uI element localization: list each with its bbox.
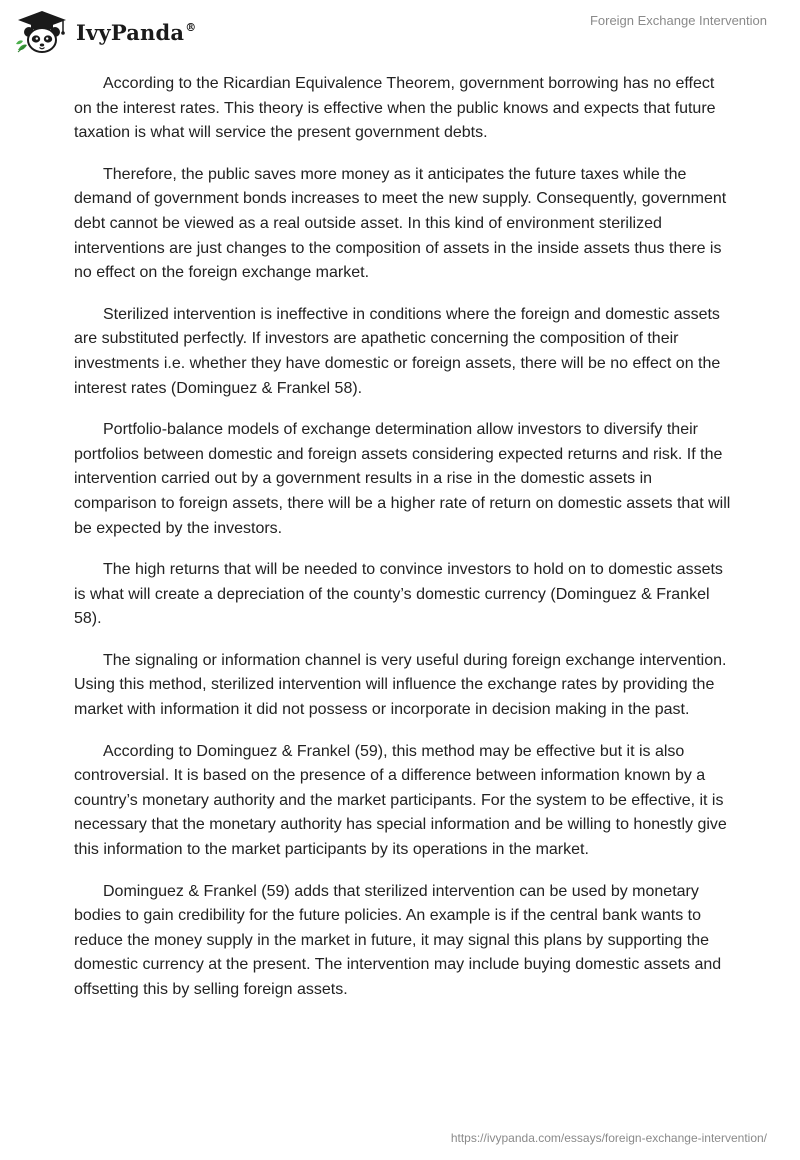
ivypanda-logo[interactable] — [14, 10, 196, 54]
brand-name: IvyPanda® — [76, 19, 197, 45]
paragraph: According to the Ricardian Equivalence Theorem, government borrowing has no effect on the interest rates. This theory is effective when the public knows and expects that future taxation is what will service the present government debts. — [74, 75, 716, 142]
paragraph: Sterilized intervention is ineffective in conditions where the foreign and domestic assets are substituted perfectly. If investors are apathetic concerning the composition of their investments i.e. whether they have domestic or foreign assets, there will be no effect on the interest rates (Dominguez & Frankel 58). — [74, 305, 721, 397]
document-title: Foreign Exchange Intervention — [589, 13, 767, 28]
paragraph: Therefore, the public saves more money as it anticipates the future taxes while the demand of government bonds increases to meet the new supply. Consequently, government debt cannot be viewed as a real outside asset. In this kind of environment sterilized interventions are just changes to the composition of assets in the inside assets thus there is no effect on the foreign exchange market. — [74, 165, 727, 282]
paragraph: Portfolio-balance models of exchange determination allow investors to diversify their portfolios between domestic and foreign assets considering expected returns and risk. If the intervention carried out by a government results in a rise in the domestic assets in comparison to foreign assets, there will be a higher rate of return on domestic assets that will be expected by the investors. — [74, 421, 731, 537]
page-header — [0, 0, 800, 64]
paragraph: The high returns that will be needed to convince investors to hold on to domestic assets is what will create a depreciation of the county’s domestic currency (Dominguez & Frankel 58). — [74, 561, 723, 628]
source-url[interactable]: https://ivypanda.com/essays/foreign-exchange-intervention/ — [450, 1131, 767, 1145]
paragraph: According to Dominguez & Frankel (59), this method may be effective but it is also controversial. It is based on the presence of a difference between information known by a country’s monetary authority and the market participants. For the system to be effective, it is necessary that the monetary authority has special information and be willing to honestly give this information to the market participants by its operations in the market. — [74, 742, 727, 859]
panda-graduation-cap-icon — [14, 10, 70, 54]
essay-body — [74, 72, 734, 1020]
paragraph: The signaling or information channel is very useful during foreign exchange intervention. Using this method, sterilized intervention will influence the exchange rates by providing the market with information it did not possess or incorporate in decision making in the past. — [74, 651, 727, 719]
paragraph: Dominguez & Frankel (59) adds that sterilized intervention can be used by monetary bodies to gain credibility for the future policies. An example is if the central bank wants to reduce the money supply in the market in future, it may signal this plans by supporting the domestic currency at the present. The intervention may include buying domestic assets and offsetting this by selling foreign assets. — [74, 882, 722, 998]
